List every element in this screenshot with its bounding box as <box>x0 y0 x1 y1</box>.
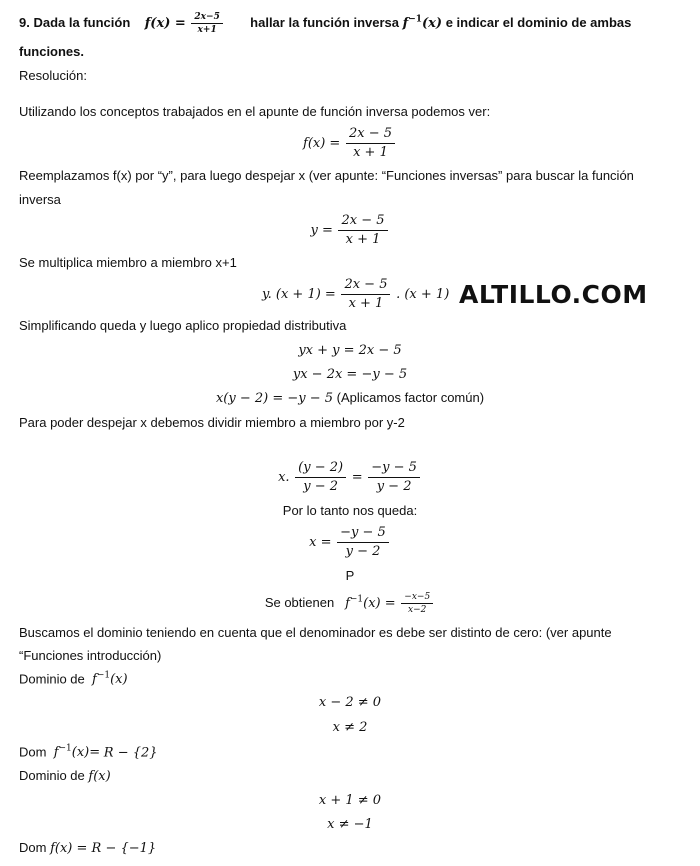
problem-inverse-f: f <box>402 15 409 31</box>
domain-inverse-result <box>19 744 158 760</box>
problem-func-fraction <box>191 12 222 35</box>
problem-func: f(x) = <box>144 15 186 31</box>
domain-inverse-func <box>92 672 128 687</box>
eq2-numerator: 2x − 5 <box>338 213 387 231</box>
problem-tail: e indicar el dominio de ambas <box>445 14 632 30</box>
paragraph-domain: Buscamos el dominio teniendo en cuenta que el denominador es debe ser distinto de cero: (ver apunte <box>19 625 612 640</box>
eq3-denominator: x + 1 <box>348 296 384 311</box>
eq7-fraction-2 <box>368 460 420 495</box>
dominio-de-label-2: Dominio de <box>19 768 85 783</box>
eq3-lhs: y. (x + 1) = <box>262 286 336 302</box>
problem-func-denominator: x+1 <box>197 25 217 35</box>
inverse-sup: −1 <box>349 594 364 605</box>
problem-line2: funciones. <box>19 44 85 59</box>
equation-7 <box>0 460 700 495</box>
eq7-numerator-1: (y − 2) <box>295 460 346 478</box>
inverse-fraction <box>401 592 433 615</box>
paragraph-replace-cont: inversa <box>19 192 61 207</box>
eq7-equals: = <box>351 469 363 485</box>
domain-f-heading <box>19 768 111 784</box>
dom-label: Dom <box>19 744 47 760</box>
domain-f-func: f(x) <box>88 769 111 784</box>
problem-inverse-arg: (x) <box>422 15 443 31</box>
inverse-arg: (x) = <box>363 595 396 611</box>
domain-inverse-result-func <box>54 745 100 760</box>
condition-3: x + 1 ≠ 0 <box>318 793 382 808</box>
domain-inverse-sup: −1 <box>96 671 111 681</box>
dom-label-2: Dom <box>19 840 47 855</box>
problem-inverse-sup: −1 <box>408 14 423 25</box>
domain-f-result-expr: f(x) = R − {−1} <box>50 841 157 856</box>
eq3-rhs: . (x + 1) <box>396 286 450 302</box>
dominio-de-label: Dominio de <box>19 671 85 687</box>
paragraph-intro: Utilizando los conceptos trabajados en el apunte de función inversa podemos ver: <box>19 104 491 119</box>
eq8-lhs: x = <box>309 534 332 550</box>
paragraph-divide: Para poder despejar x debemos dividir miembro a miembro por y-2 <box>19 415 405 430</box>
domain-result-sup: −1 <box>58 744 72 754</box>
equation-multiply <box>262 277 449 312</box>
problem-number: 9. <box>19 14 30 30</box>
resolucion-label: Resolución: <box>19 68 87 83</box>
eq1-numerator: 2x − 5 <box>346 126 395 144</box>
inverse-numerator: −x−5 <box>401 592 433 604</box>
inverse-result <box>0 592 700 615</box>
condition-2: x ≠ 2 <box>332 720 368 735</box>
altillo-watermark-logo: ALTILLO.COM <box>459 280 648 309</box>
domain-inverse-heading <box>19 671 128 687</box>
eq8-fraction <box>337 525 389 560</box>
eq7-numerator-2: −y − 5 <box>368 460 420 478</box>
paragraph-replace: Reemplazamos f(x) por “y”, para luego despejar x (ver apunte: “Funciones inversas” para buscar la función <box>19 168 634 183</box>
inverse-denominator: x−2 <box>408 605 427 615</box>
problem-func-numerator: 2x−5 <box>191 12 222 24</box>
inverse-f: f <box>345 595 350 611</box>
eq7-denominator-2: y − 2 <box>376 479 412 494</box>
condition-1: x − 2 ≠ 0 <box>318 695 382 710</box>
equation-8 <box>0 525 700 560</box>
paragraph-domain-cont: “Funciones introducción) <box>19 648 162 663</box>
eq1-fraction <box>346 126 395 161</box>
eq7-lhs: x. <box>278 469 290 485</box>
domain-result-f: f <box>53 745 59 761</box>
problem-inverse <box>403 16 442 31</box>
eq2-denominator: x + 1 <box>345 232 381 247</box>
problem-mid: hallar la función inversa <box>250 14 399 30</box>
eq6-expression: x(y − 2) = −y − 5 <box>215 391 334 406</box>
equation-f <box>0 126 700 161</box>
eq8-denominator: y − 2 <box>345 544 381 559</box>
se-obtienen-label: Se obtienen <box>264 594 335 610</box>
eq1-denominator: x + 1 <box>353 145 388 160</box>
equation-6 <box>0 390 700 406</box>
domain-f-result <box>19 840 156 856</box>
problem-statement <box>19 12 631 35</box>
eq7-fraction-1 <box>295 460 346 495</box>
domain-inverse-f: f <box>92 672 97 688</box>
paragraph-simplify: Simplificando queda y luego aplico propiedad distributiva <box>19 318 347 333</box>
equation-4: yx + y = 2x − 5 <box>298 343 402 358</box>
eq3-numerator: 2x − 5 <box>341 277 390 295</box>
eq7-denominator-1: y − 2 <box>303 479 339 494</box>
eq1-lhs: f(x) = <box>303 135 341 151</box>
domain-inverse-arg: (x) <box>110 672 128 688</box>
eq3-fraction <box>341 277 390 312</box>
equation-5: yx − 2x = −y − 5 <box>292 367 408 382</box>
condition-4: x ≠ −1 <box>327 817 373 832</box>
domain-result-arg: (x)= <box>71 745 101 761</box>
domain-result-set: R − {2} <box>103 745 158 761</box>
paragraph-multiply: Se multiplica miembro a miembro x+1 <box>19 255 237 270</box>
equation-y <box>0 213 700 248</box>
eq8-numerator: −y − 5 <box>337 525 389 543</box>
inverse-func <box>345 596 396 611</box>
problem-lead: Dada la función <box>33 14 131 30</box>
eq6-note: (Aplicamos factor común) <box>336 390 485 405</box>
stray-letter-p: P <box>345 568 355 583</box>
eq2-fraction <box>338 213 387 248</box>
paragraph-result: Por lo tanto nos queda: <box>282 503 418 518</box>
eq2-lhs: y = <box>310 222 333 238</box>
